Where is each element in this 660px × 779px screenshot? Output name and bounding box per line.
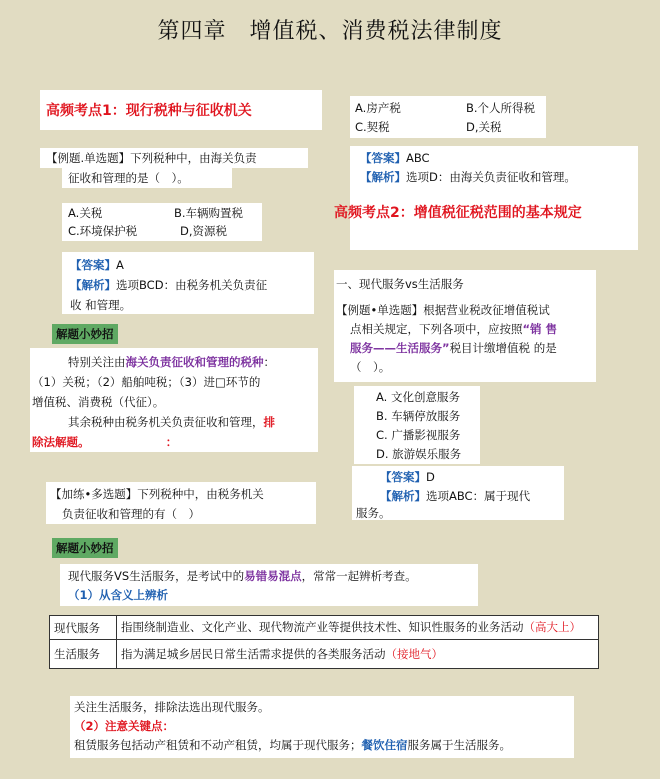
ex1-option-d: D,资源税 — [180, 224, 228, 238]
ex1-option-c: C.环境保护税 — [68, 224, 138, 238]
tip1-line3: 增值税、消费税（代征）。 — [32, 395, 165, 409]
explanation-tag: 【解析】 — [360, 170, 406, 184]
explanation-tag: 【解析】 — [380, 489, 426, 503]
table-cell-desc — [117, 640, 599, 669]
ex1-option-b: B.车辆购置税 — [174, 206, 244, 220]
ex3-question-line3 — [350, 339, 557, 357]
explanation-text: 选项D：由海关负责征收和管理。 — [406, 170, 576, 184]
ex1-explanation-line1 — [70, 276, 267, 294]
answer-value: ABC — [406, 151, 430, 165]
ex3-q3-a: 服务——生活服务” — [350, 341, 450, 355]
ex2-explanation — [360, 168, 576, 186]
ex2-question-line1: 【加练•多选题】下列税种中，由税务机关 — [50, 487, 264, 501]
tip1-line1-b: 海关负责征收和管理的税种 — [125, 355, 264, 369]
last-b: 餐饮住宿 — [361, 738, 408, 752]
subheading-key-points: （2）注意关键点： — [74, 719, 175, 733]
ex3-q3-b: 税目计缴增值税 的是 — [449, 341, 557, 355]
desc-note: （接地气） — [385, 647, 443, 661]
ex1-question-line2: 征收和管理的是（ ）。 — [68, 171, 189, 185]
ex2-question-line2: 负责征收和管理的有（ ） — [62, 507, 200, 521]
explanation-text: 选项BCD：由税务机关负责征 — [116, 278, 268, 292]
tip1-line4-b: 排 — [263, 415, 275, 429]
ex3-q2-a: 点相关规定，下列各项中，应按照 — [350, 322, 523, 336]
ex3-option-c: C. 广播影视服务 — [376, 428, 461, 442]
comparison-table — [49, 615, 599, 669]
tip-label-1: 解题小妙招 — [52, 324, 118, 344]
table-cell-name: 生活服务 — [50, 640, 117, 669]
ex3-q2-b: “销 售 — [522, 322, 558, 336]
last-c: 服务属于生活服务。 — [407, 738, 511, 752]
ex3-explanation-line1 — [380, 487, 530, 505]
explanation-tag: 【解析】 — [70, 278, 116, 292]
desc-text: 指为满足城乡居民日常生活需求提供的各类服务活动 — [121, 647, 386, 661]
desc-text: 指围绕制造业、文化产业、现代物流产业等提供技术性、知识性服务的业务活动 — [121, 620, 524, 634]
tip1-line4 — [68, 413, 275, 431]
answer-value: D — [426, 470, 435, 484]
ex3-option-b: B. 车辆停放服务 — [376, 409, 461, 423]
tip1-line1 — [68, 353, 275, 371]
page-title: 第四章 增值税、消费税法律制度 — [157, 19, 503, 44]
ex2-option-c: C.契税 — [355, 120, 390, 134]
answer-tag: 【答案】 — [70, 258, 116, 272]
ex1-explanation-line2: 收 和管理。 — [70, 298, 132, 312]
tip1-line4-a: 其余税种由税务机关负责征收和管理， — [68, 415, 264, 429]
ex3-explanation-line2: 服务。 — [356, 506, 391, 520]
focus-line: 关注生活服务，排除法选出现代服务。 — [74, 700, 270, 714]
bottom-intro — [68, 567, 417, 585]
table-row — [50, 616, 599, 640]
answer-tag: 【答案】 — [360, 151, 406, 165]
answer-value: A — [116, 258, 124, 272]
intro-a: 现代服务VS生活服务，是考试中的 — [68, 569, 245, 583]
ex2-answer — [360, 149, 430, 167]
ex3-option-d: D. 旅游娱乐服务 — [376, 447, 462, 461]
ex2-option-b: B.个人所得税 — [466, 101, 536, 115]
table-cell-name: 现代服务 — [50, 616, 117, 640]
tip1-line5-b: ： — [165, 435, 178, 449]
ex2-option-a: A.房产税 — [355, 101, 401, 115]
table-cell-desc — [117, 616, 599, 640]
desc-note: （高大上） — [523, 620, 581, 634]
ex1-question-line1: 【例题.单选题】下列税种中，由海关负责 — [46, 151, 257, 165]
answer-tag: 【答案】 — [380, 470, 426, 484]
ex3-question-line4: （ ）。 — [350, 360, 391, 374]
intro-b: 易错易混点 — [244, 569, 302, 583]
tip1-line2: （1）关税；（2）船舶吨税；（3）进□环节的 — [32, 375, 261, 389]
subheading-meaning: （1）从含义上辨析 — [68, 588, 169, 602]
explanation-text: 选项ABC：属于现代 — [426, 489, 531, 503]
tip1-line1-a: 特别关注由 — [68, 355, 126, 369]
last-a: 租赁服务包括动产租赁和不动产租赁，均属于现代服务； — [74, 738, 362, 752]
ex2-option-d: D,关税 — [466, 120, 502, 134]
intro-c: ，常常一起辨析考查。 — [301, 569, 417, 583]
heading-high-frequency-1: 高频考点1：现行税种与征收机关 — [46, 103, 252, 119]
tip1-line5-a: 除法解题。 — [32, 435, 84, 449]
ex3-question-line1: 【例题•单选题】根据营业税改征增值税试 — [336, 303, 550, 317]
tip1-line1-c: ： — [263, 355, 275, 369]
table-row — [50, 640, 599, 669]
ex3-option-a: A. 文化创意服务 — [376, 390, 460, 404]
tip-label-2: 解题小妙招 — [52, 538, 118, 558]
ex1-answer — [70, 256, 124, 274]
tip1-line5 — [32, 433, 177, 451]
heading-high-frequency-2: 高频考点2：增值税征税范围的基本规定 — [334, 205, 582, 221]
ex1-option-a: A.关税 — [68, 206, 103, 220]
ex3-question-line2 — [350, 320, 557, 338]
ex3-answer — [380, 468, 435, 486]
section-title-modern-vs-life: 一、现代服务vs生活服务 — [336, 277, 464, 291]
key-point-line — [74, 736, 511, 754]
